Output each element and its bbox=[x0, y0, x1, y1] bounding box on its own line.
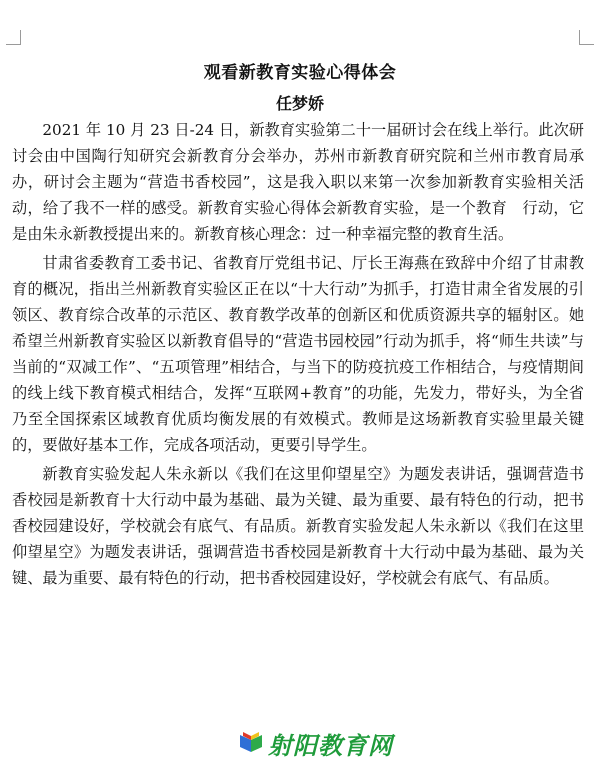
page-corner-mark-right bbox=[579, 30, 594, 45]
site-watermark bbox=[234, 727, 397, 759]
page-corner-mark-left bbox=[6, 30, 21, 45]
paragraph-1: 2021 年 10 月 23 日-24 日，新教育实验第二十一届研讨会在线上举行。此次研讨会由中国陶行知研究会新教育分会举办，苏州市新教育研究院和兰州市教育局承办，研讨会主题为“营造书香校园”，这是我入职以来第一次参加新教育实验相关活动，给了我不一样的感受。新教育实验心得体会新教育实验，是一个教育 行动，它是由朱永新教授提出来的。新教育核心理念：过一种幸福完整的教育生活。 bbox=[12, 121, 584, 243]
book-logo-icon bbox=[238, 730, 264, 756]
document-body bbox=[12, 117, 584, 594]
watermark-text: 射阳教育网 bbox=[268, 731, 393, 760]
paragraph-3: 新教育实验发起人朱永新以《我们在这里仰望星空》为题发表讲话，强调营造书香校园是新教育十大行动中最为基础、最为关键、最为重要、最有特色的行动，把书香校园建设好，学校就会有底气、有品质。新教育实验发起人朱永新以《我们在这里仰望星空》为题发表讲话，强调营造书香校园是新教育十大行动中最为基础、最为关键、最为重要、最有特色的行动，把书香校园建设好，学校就会有底气、有品质。 bbox=[12, 465, 584, 587]
document-title: 观看新教育实验心得体会 bbox=[203, 63, 397, 83]
paragraph-2: 甘肃省委教育工委书记、省教育厅党组书记、厅长王海燕在致辞中介绍了甘肃教育的概况，指出兰州新教育实验区正在以“十大行动”为抓手，打造甘肃全省发展的引领区、教育综合改革的示范区、教育教学改革的创新区和优质资源共享的辐射区。她希望兰州新教育实验区以新教育倡导的“营造书园校园”行动为抓手，将“师生共读”与当前的“双减工作”、“五项管理”相结合，与当下的防疫抗疫工作相结合，与疫情期间的线上线下教育模式相结合，发挥“互联网+教育”的功能，先发力，带好头，为全省乃至全国探索区域教育优质均衡发展的有效模式。教师是这场新教育实验里最关键的，要做好基本工作，完成各项活动，更要引导学生。 bbox=[12, 254, 584, 454]
document-author: 任梦娇 bbox=[275, 94, 324, 113]
